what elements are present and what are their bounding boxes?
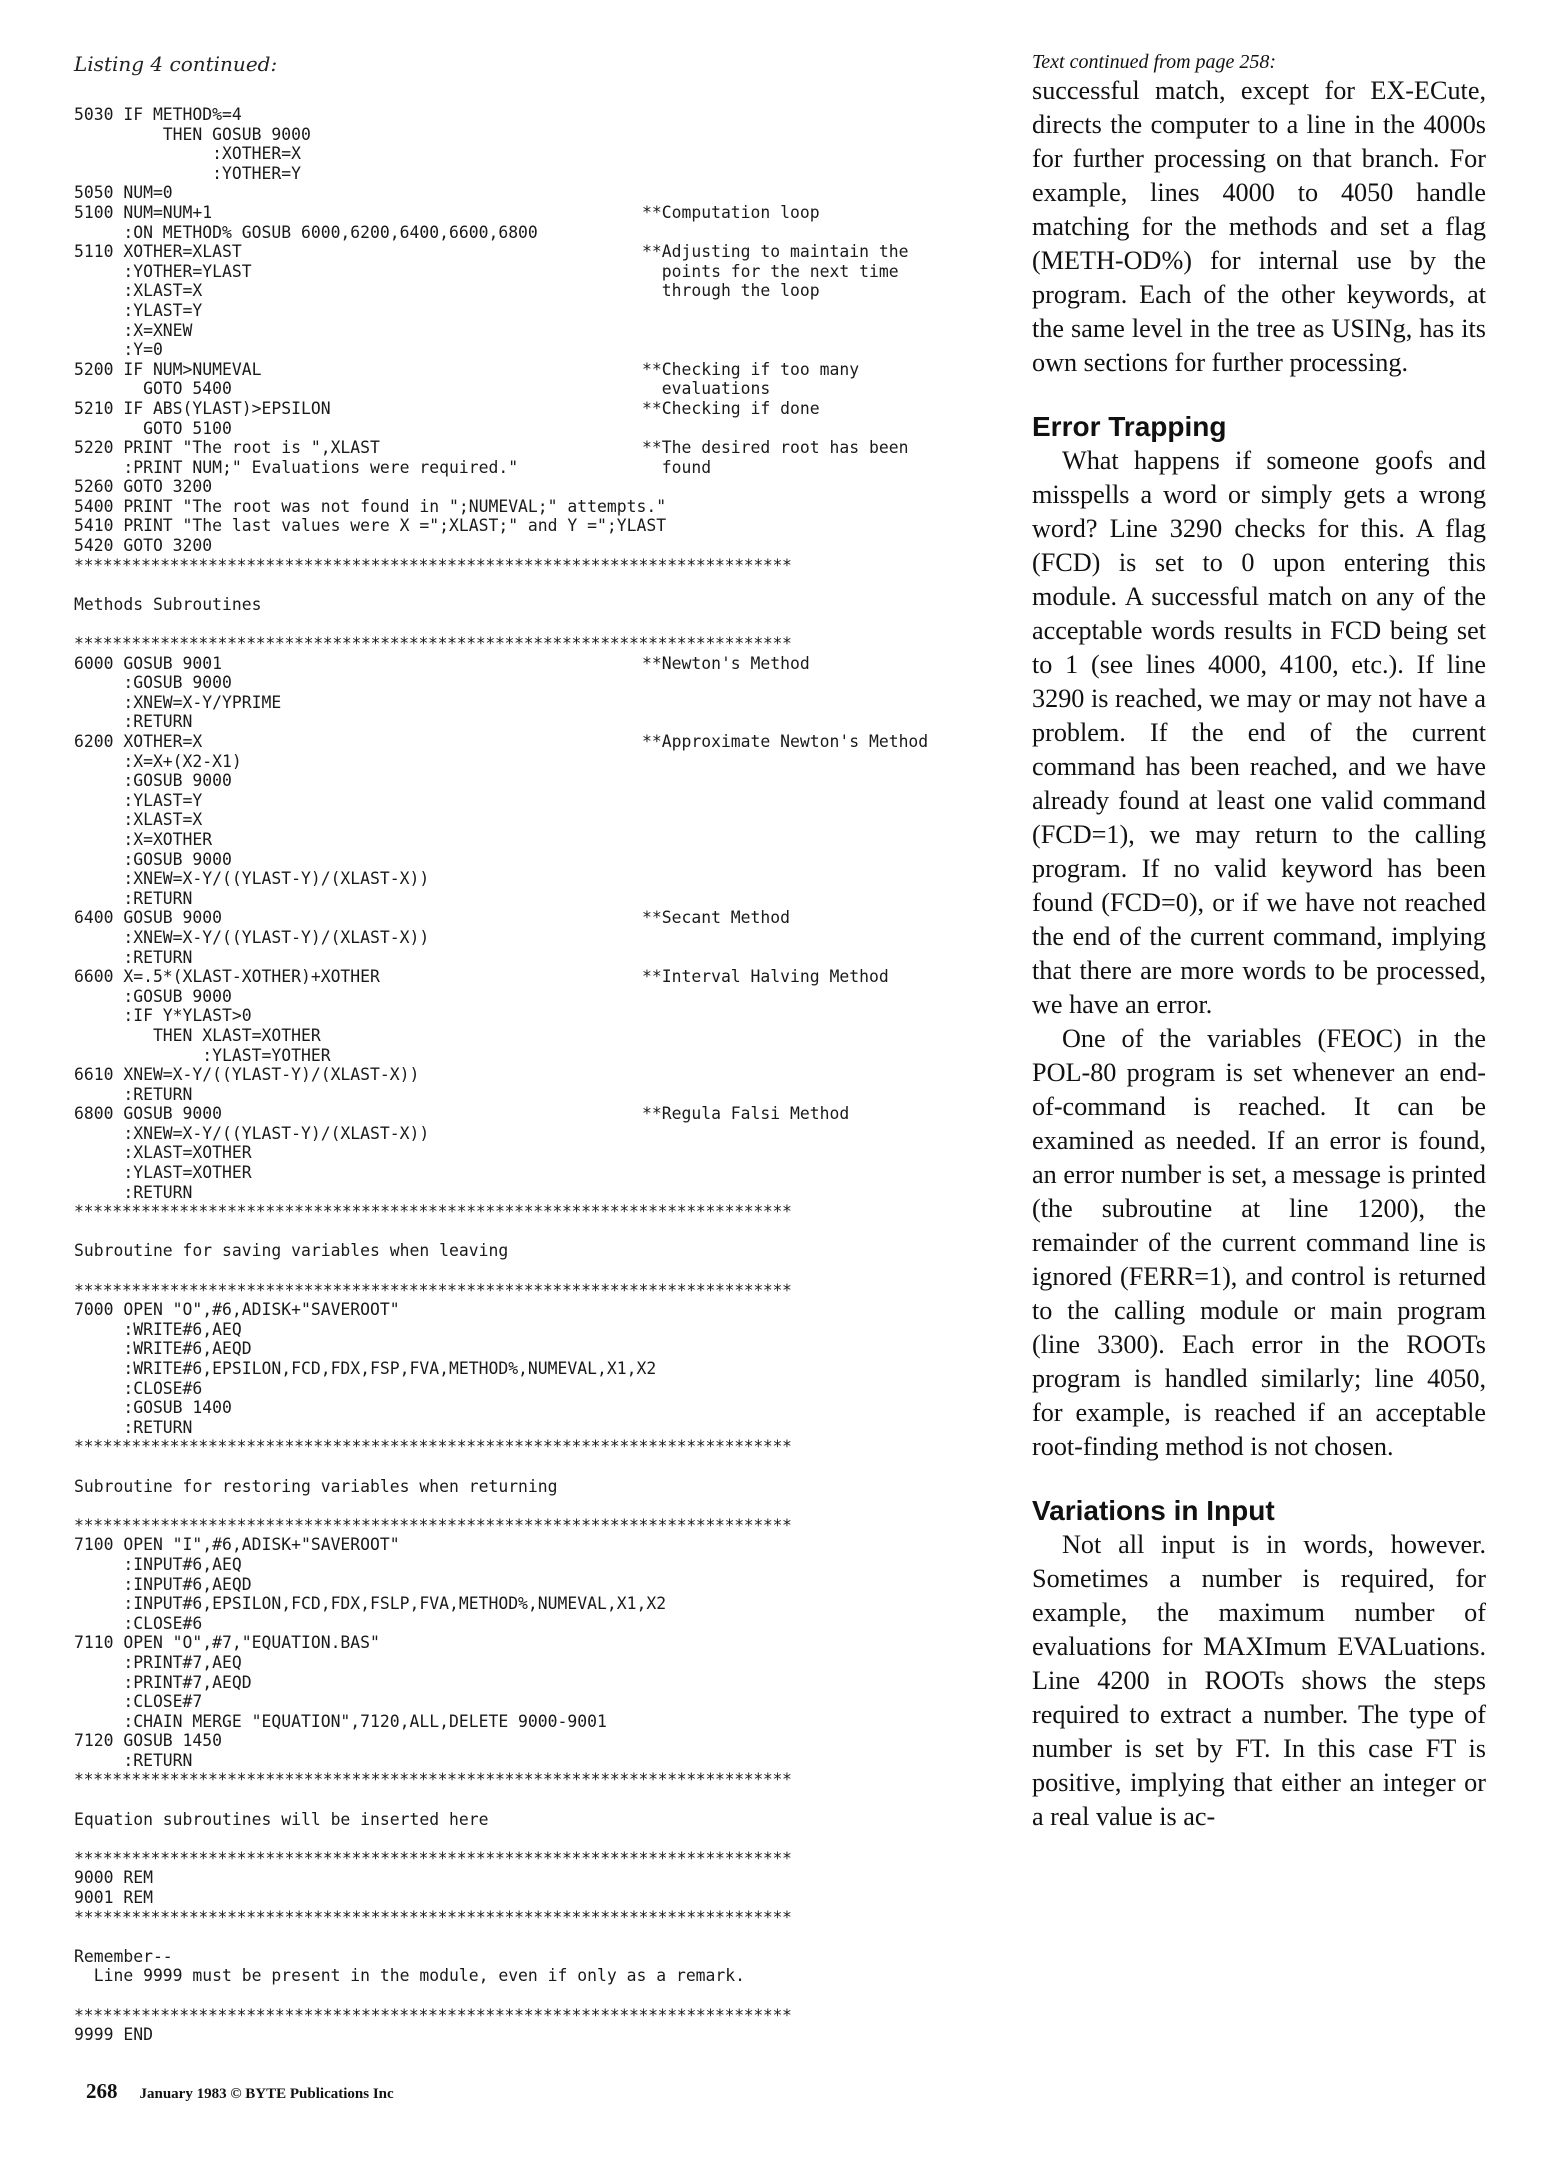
code-comment: **Adjusting to maintain the: [642, 242, 909, 262]
code-text: 5030 IF METHOD%=4: [74, 105, 242, 124]
code-text: :RETURN: [74, 1750, 193, 1770]
code-text: :CLOSE#7: [74, 1692, 203, 1712]
code-text: 5220 PRINT "The root is ",XLAST: [74, 438, 380, 458]
code-line: [74, 732, 1014, 752]
code-line: [74, 105, 1014, 125]
code-line: [74, 1731, 1014, 1751]
code-line: [74, 1124, 1014, 1144]
code-comment: through the loop: [642, 281, 820, 301]
code-text: :INPUT#6,AEQD: [74, 1574, 252, 1594]
code-text: ***************************************************************************: [74, 1907, 792, 1927]
code-text: :X=XOTHER: [74, 829, 213, 849]
code-line: [74, 1888, 1014, 1908]
code-line: [74, 810, 1014, 830]
code-line: [74, 1496, 1014, 1516]
code-text: :XNEW=X-Y/((YLAST-Y)/(XLAST-X)): [74, 927, 430, 947]
code-text: 6600 X=.5*(XLAST-XOTHER)+XOTHER: [74, 967, 380, 987]
code-line: [74, 654, 1014, 674]
code-line: [74, 1046, 1014, 1066]
code-line: [74, 1026, 1014, 1046]
page-number: 268: [86, 2079, 118, 2103]
code-text: :GOSUB 9000: [74, 986, 232, 1006]
code-text: :X=X+(X2-X1): [74, 751, 242, 771]
code-line: [74, 712, 1014, 732]
code-text: 9000 REM: [74, 1868, 153, 1888]
code-text: ***************************************************************************: [74, 1770, 792, 1790]
code-comment: **Approximate Newton's Method: [642, 732, 929, 751]
code-line: [74, 850, 1014, 870]
code-text: :XNEW=X-Y/((YLAST-Y)/(XLAST-X)): [74, 1123, 430, 1143]
code-comment: found: [642, 457, 712, 477]
code-line: [74, 1477, 1014, 1497]
code-text: 7110 OPEN "O",#7,"EQUATION.BAS": [74, 1633, 380, 1653]
code-text: 5050 NUM=0: [74, 183, 173, 203]
code-line: [74, 1241, 1014, 1261]
code-line: [74, 1535, 1014, 1555]
code-line: [74, 1104, 1014, 1124]
code-line: [74, 987, 1014, 1007]
code-text: ***************************************************************************: [74, 634, 792, 654]
code-text: :WRITE#6,EPSILON,FCD,FDX,FSP,FVA,METHOD%,NUMEVAL,X1,X2: [74, 1359, 657, 1378]
code-text: :YLAST=Y: [74, 790, 203, 810]
code-line: [74, 321, 1014, 341]
code-text: :GOSUB 9000: [74, 849, 232, 869]
code-text: 7120 GOSUB 1450: [74, 1731, 223, 1751]
code-line: [74, 1085, 1014, 1105]
code-line: [74, 1966, 1014, 1986]
section-heading-variations-in-input: Variations in Input: [1032, 1495, 1275, 1526]
code-line: [74, 1359, 1014, 1379]
code-line: [74, 379, 1014, 399]
code-comment: **Checking if done: [642, 398, 820, 418]
code-line: [74, 1320, 1014, 1340]
code-text: :RETURN: [74, 712, 193, 732]
code-line: [74, 1751, 1014, 1771]
code-text: :INPUT#6,AEQ: [74, 1554, 242, 1574]
code-line: [74, 595, 1014, 615]
code-text: ***************************************************************************: [74, 1437, 792, 1457]
code-text: 6610 XNEW=X-Y/((YLAST-Y)/(XLAST-X)): [74, 1065, 420, 1085]
code-line: [74, 869, 1014, 889]
code-line: [74, 1908, 1014, 1928]
code-line: [74, 1379, 1014, 1399]
code-line: [74, 928, 1014, 948]
code-line: [74, 262, 1014, 282]
code-text: :YLAST=YOTHER: [74, 1045, 331, 1065]
code-text: :YLAST=Y: [74, 300, 203, 320]
code-comment: points for the next time: [642, 261, 899, 281]
code-text: THEN XLAST=XOTHER: [74, 1025, 321, 1045]
code-text: :CLOSE#6: [74, 1613, 203, 1633]
code-line: [74, 1594, 1014, 1614]
code-text: :X=XNEW: [74, 320, 193, 340]
code-text: 5110 XOTHER=XLAST: [74, 242, 242, 262]
code-line: [74, 771, 1014, 791]
code-text: :XOTHER=X: [74, 144, 301, 164]
body-paragraph: Not all input is in words, however. Sometimes a number is required, for example, the maximum number of evaluations for MAXImum EVALuations. Line 4200 in ROOTs shows the steps required to extract a number. The type of number is set by FT. In this case FT is positive, implying that either an integer or a real value is ac-: [1032, 1530, 1486, 1831]
code-line: [74, 2006, 1014, 2026]
publication-line: January 1983 © BYTE Publications Inc: [139, 2086, 394, 2102]
code-line: [74, 614, 1014, 634]
code-line: [74, 1183, 1014, 1203]
code-text: :CLOSE#6: [74, 1378, 203, 1398]
code-text: Methods Subroutines: [74, 594, 262, 614]
code-text: ***************************************************************************: [74, 2005, 792, 2025]
code-line: [74, 1810, 1014, 1830]
code-text: :XNEW=X-Y/((YLAST-Y)/(XLAST-X)): [74, 869, 430, 889]
code-text: THEN GOSUB 9000: [74, 124, 311, 144]
code-line: [74, 1281, 1014, 1301]
code-text: :RETURN: [74, 1417, 193, 1437]
body-paragraph: What happens if someone goofs and misspells a word or simply gets a wrong word? Line 3290 checks for this. A flag (FCD) is set to 0 upon entering this module. A successful match on any of the acceptable words results in FCD being set to 1 (see lines 4000, 4100, etc.). If line 3290 is reached, we may or may not have a problem. If the end of the current command has been reached, and we have already found at least one valid command (FCD=1), we may return to the calling program. If no valid keyword has been found (FCD=0), or if we have not reached the end of the current command, implying that there are more words to be processed, we have an error.: [1032, 446, 1486, 1019]
code-line: [74, 497, 1014, 517]
code-line: [74, 1163, 1014, 1183]
code-line: [74, 1829, 1014, 1849]
code-text: ***************************************************************************: [74, 1280, 792, 1300]
code-line: [74, 1437, 1014, 1457]
code-text: :WRITE#6,AEQD: [74, 1339, 252, 1359]
code-comment: **The desired root has been: [642, 438, 909, 458]
code-text: ***************************************************************************: [74, 555, 792, 575]
code-line: [74, 458, 1014, 478]
code-line: [74, 281, 1014, 301]
code-text: Remember--: [74, 1946, 173, 1966]
code-text: :XLAST=X: [74, 281, 203, 301]
code-text: 5100 NUM=NUM+1: [74, 202, 213, 222]
code-line: [74, 1712, 1014, 1732]
code-text: ***************************************************************************: [74, 1848, 792, 1868]
code-line: [74, 242, 1014, 262]
code-line: [74, 399, 1014, 419]
code-text: :GOSUB 1400: [74, 1398, 232, 1418]
code-text: 5200 IF NUM>NUMEVAL: [74, 359, 262, 379]
code-line: [74, 693, 1014, 713]
code-line: [74, 1398, 1014, 1418]
code-line: [74, 360, 1014, 380]
code-comment: **Checking if too many: [642, 359, 860, 379]
code-line: [74, 1790, 1014, 1810]
code-line: [74, 1673, 1014, 1693]
code-line: [74, 1222, 1014, 1242]
code-text: :YOTHER=Y: [74, 163, 301, 183]
code-line: [74, 830, 1014, 850]
code-line: [74, 752, 1014, 772]
code-line: [74, 1300, 1014, 1320]
code-line: [74, 1457, 1014, 1477]
code-text: :XNEW=X-Y/YPRIME: [74, 692, 282, 712]
code-line: [74, 1516, 1014, 1536]
code-line: [74, 1339, 1014, 1359]
code-line: [74, 340, 1014, 360]
code-text: :YLAST=XOTHER: [74, 1163, 252, 1183]
code-text: GOTO 5100: [74, 418, 232, 438]
code-line: [74, 2025, 1014, 2040]
code-line: [74, 516, 1014, 536]
code-line: [74, 477, 1014, 497]
code-text: 7100 OPEN "I",#6,ADISK+"SAVEROOT": [74, 1535, 400, 1555]
code-line: [74, 1006, 1014, 1026]
code-line: [74, 1849, 1014, 1869]
code-text: Subroutine for saving variables when leaving: [74, 1241, 509, 1261]
code-line: [74, 1614, 1014, 1634]
code-text: 5410 PRINT "The last values were X =";XLAST;" and Y =";YLAST: [74, 516, 667, 536]
article-text-column: [1032, 50, 1486, 1834]
code-line: [74, 889, 1014, 909]
code-line: [74, 1692, 1014, 1712]
code-text: :PRINT NUM;" Evaluations were required.": [74, 457, 519, 477]
code-comment: **Newton's Method: [642, 653, 810, 673]
code-line: [74, 1653, 1014, 1673]
code-line: [74, 1418, 1014, 1438]
code-text: :INPUT#6,EPSILON,FCD,FDX,FSLP,FVA,METHOD%,NUMEVAL,X1,X2: [74, 1594, 667, 1614]
code-text: :PRINT#7,AEQD: [74, 1672, 252, 1692]
code-text: GOTO 5400: [74, 379, 232, 399]
code-line: [74, 1927, 1014, 1947]
code-line: [74, 1868, 1014, 1888]
code-line: [74, 223, 1014, 243]
code-text: :Y=0: [74, 340, 163, 360]
code-text: :WRITE#6,AEQ: [74, 1319, 242, 1339]
code-text: :IF Y*YLAST>0: [74, 1006, 252, 1026]
code-line: [74, 791, 1014, 811]
code-text: 5210 IF ABS(YLAST)>EPSILON: [74, 398, 331, 418]
code-text: :ON METHOD% GOSUB 6000,6200,6400,6600,6800: [74, 222, 538, 242]
code-line: [74, 1633, 1014, 1653]
code-line: [74, 144, 1014, 164]
code-text: Equation subroutines will be inserted here: [74, 1809, 489, 1829]
code-line: [74, 556, 1014, 576]
code-text: 5400 PRINT "The root was not found in ";NUMEVAL;" attempts.": [74, 496, 667, 516]
code-comment: **Regula Falsi Method: [642, 1104, 850, 1124]
listing-caption: Listing 4 continued:: [74, 52, 278, 76]
code-line: [74, 183, 1014, 203]
code-line: [74, 125, 1014, 145]
page-footer: [86, 2079, 394, 2104]
code-line: [74, 1770, 1014, 1790]
code-text: :RETURN: [74, 947, 193, 967]
code-text: :XLAST=X: [74, 810, 203, 830]
code-line: [74, 575, 1014, 595]
code-line: [74, 203, 1014, 223]
code-text: 9001 REM: [74, 1888, 153, 1908]
code-text: :XLAST=XOTHER: [74, 1143, 252, 1163]
code-text: 6200 XOTHER=X: [74, 732, 203, 751]
code-comment: **Computation loop: [642, 202, 820, 222]
code-text: ***************************************************************************: [74, 1202, 792, 1222]
code-line: [74, 164, 1014, 184]
code-text: 7000 OPEN "O",#6,ADISK+"SAVEROOT": [74, 1300, 400, 1320]
code-text: 9999 END: [74, 2025, 153, 2040]
code-text: :RETURN: [74, 888, 193, 908]
code-text: :CHAIN MERGE "EQUATION",7120,ALL,DELETE 9000-9001: [74, 1711, 607, 1731]
code-text: 5420 GOTO 3200: [74, 536, 213, 556]
code-listing: [74, 105, 1014, 2040]
code-text: 6000 GOSUB 9001: [74, 653, 223, 673]
code-line: [74, 1555, 1014, 1575]
code-line: [74, 948, 1014, 968]
code-line: [74, 634, 1014, 654]
intro-paragraph: successful match, except for EX-ECute, directs the computer to a line in the 4000s for further processing on that branch. For example, lines 4000 to 4050 handle matching for the methods and set a flag (METH-OD%) for internal use by the program. Each of the other keywords, at the same level in the tree as USINg, has its own sections for further processing.: [1032, 76, 1486, 377]
code-comment: **Secant Method: [642, 908, 791, 928]
code-line: [74, 1065, 1014, 1085]
code-line: [74, 1261, 1014, 1281]
code-line: [74, 673, 1014, 693]
code-text: ***************************************************************************: [74, 1515, 792, 1535]
code-line: [74, 301, 1014, 321]
code-line: [74, 967, 1014, 987]
code-text: :GOSUB 9000: [74, 771, 232, 791]
code-text: :RETURN: [74, 1084, 193, 1104]
code-text: 6800 GOSUB 9000: [74, 1104, 223, 1124]
code-line: [74, 419, 1014, 439]
continued-note: Text continued from page 258:: [1032, 51, 1277, 73]
code-text: :PRINT#7,AEQ: [74, 1652, 242, 1672]
code-line: [74, 1143, 1014, 1163]
code-comment: evaluations: [642, 379, 771, 399]
code-text: Line 9999 must be present in the module, even if only as a remark.: [74, 1966, 746, 1986]
code-text: :RETURN: [74, 1182, 193, 1202]
code-line: [74, 1947, 1014, 1967]
code-text: :YOTHER=YLAST: [74, 261, 252, 281]
body-paragraph: One of the variables (FEOC) in the POL-80 program is set whenever an end-of-command is reached. It can be examined as needed. If an error is found, an error number is set, a message is printed (the subroutine at line 1200), the remainder of the current command line is ignored (FERR=1), and control is returned to the calling module or main program (line 3300). Each error in the ROOTs program is handled similarly; line 4050, for example, is reached if an acceptable root-finding method is not chosen.: [1032, 1024, 1486, 1461]
code-line: [74, 536, 1014, 556]
code-text: :GOSUB 9000: [74, 673, 232, 693]
code-line: [74, 438, 1014, 458]
code-text: 6400 GOSUB 9000: [74, 908, 223, 928]
code-line: [74, 1575, 1014, 1595]
code-comment: **Interval Halving Method: [642, 967, 889, 987]
code-line: [74, 1202, 1014, 1222]
section-heading-error-trapping: Error Trapping: [1032, 411, 1227, 442]
code-text: 5260 GOTO 3200: [74, 477, 213, 497]
code-line: [74, 1986, 1014, 2006]
code-text: Subroutine for restoring variables when returning: [74, 1476, 558, 1496]
code-line: [74, 908, 1014, 928]
